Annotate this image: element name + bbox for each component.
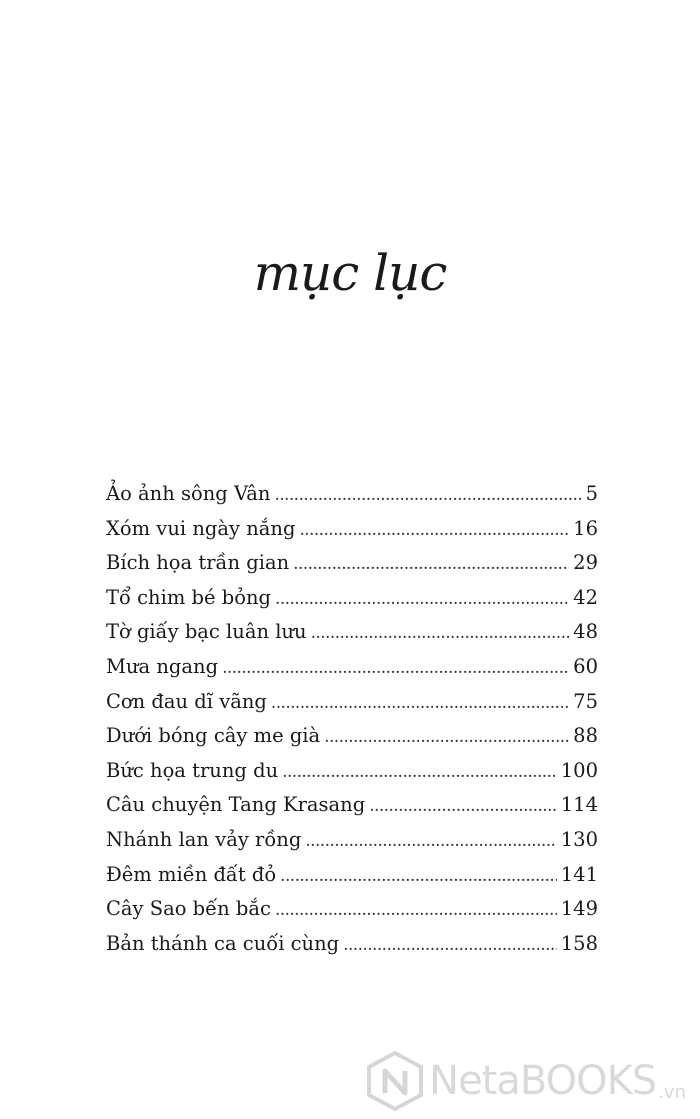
- toc-entry: [106, 655, 598, 690]
- toc-dot-leader: [275, 897, 557, 917]
- toc-entry-title: Dưới bóng cây me già: [106, 724, 321, 748]
- toc-entry-page: 130: [560, 827, 598, 851]
- toc-entry: [106, 482, 598, 517]
- toc-entry: [106, 724, 598, 759]
- toc-entry: [106, 863, 598, 898]
- toc-entry-page: 48: [573, 620, 598, 644]
- toc-dot-leader: [282, 759, 557, 779]
- toc-dot-leader: [324, 724, 569, 744]
- toc-entry-title: Tổ chim bé bỏng: [106, 585, 272, 609]
- toc-dot-leader: [305, 828, 556, 848]
- toc-dot-leader: [311, 620, 570, 640]
- watermark-suffix: .vn: [658, 1082, 686, 1103]
- toc-entry-title: Cây Sao bến bắc: [106, 897, 271, 921]
- toc-entry-title: Bích họa trần gian: [106, 551, 290, 575]
- toc-entry-title: Câu chuyện Tang Krasang: [106, 793, 366, 817]
- toc-entry-page: 75: [573, 689, 598, 713]
- toc-dot-leader: [222, 655, 569, 675]
- toc-dot-leader: [293, 551, 569, 571]
- toc-entry-title: Tờ giấy bạc luân lưu: [106, 620, 307, 644]
- watermark-brand: NetaBOOKS: [429, 1058, 657, 1104]
- toc-entry: [106, 793, 598, 828]
- toc-dot-leader: [343, 932, 557, 952]
- toc-entry-title: Bản thánh ca cuối cùng: [106, 931, 340, 955]
- toc-entry: [106, 759, 598, 794]
- toc-entry-title: Ảo ảnh sông Vân: [106, 482, 271, 505]
- toc-entry-title: Mưa ngang: [106, 654, 219, 678]
- toc-entry-title: Bức họa trung du: [106, 758, 279, 782]
- toc-dot-leader: [274, 482, 581, 502]
- toc-entry-title: Nhánh lan vảy rồng: [106, 827, 302, 851]
- toc-dot-leader: [369, 793, 557, 813]
- toc-dot-leader: [275, 586, 569, 606]
- toc-entry: [106, 897, 598, 932]
- netabooks-watermark: [367, 1051, 686, 1111]
- toc-dot-leader: [280, 863, 557, 883]
- table-of-contents: [106, 482, 598, 966]
- toc-entry: [106, 517, 598, 552]
- toc-entry-page: 88: [573, 724, 598, 748]
- toc-entry: [106, 932, 598, 967]
- toc-entry-page: 141: [560, 862, 598, 886]
- toc-entry: [106, 551, 598, 586]
- page-title: mục lục: [253, 244, 447, 302]
- toc-entry-title: Xóm vui ngày nắng: [106, 516, 296, 540]
- toc-dot-leader: [299, 517, 569, 537]
- toc-entry: [106, 620, 598, 655]
- toc-entry-page: 149: [560, 897, 598, 921]
- toc-entry-page: 158: [560, 931, 598, 955]
- toc-entry-page: 5: [585, 482, 598, 505]
- toc-entry: [106, 828, 598, 863]
- toc-entry-title: Cơn đau dĩ vãng: [106, 689, 267, 713]
- toc-entry-page: 16: [573, 516, 598, 540]
- toc-entry-title: Đêm miền đất đỏ: [106, 862, 277, 886]
- toc-entry-page: 42: [573, 585, 598, 609]
- toc-entry-page: 114: [560, 793, 598, 817]
- toc-entry-page: 100: [560, 758, 598, 782]
- toc-entry-page: 60: [573, 654, 598, 678]
- netabooks-logo-icon: [367, 1051, 423, 1111]
- toc-entry: [106, 690, 598, 725]
- toc-entry: [106, 586, 598, 621]
- toc-entry-page: 29: [573, 551, 598, 575]
- toc-dot-leader: [271, 690, 569, 710]
